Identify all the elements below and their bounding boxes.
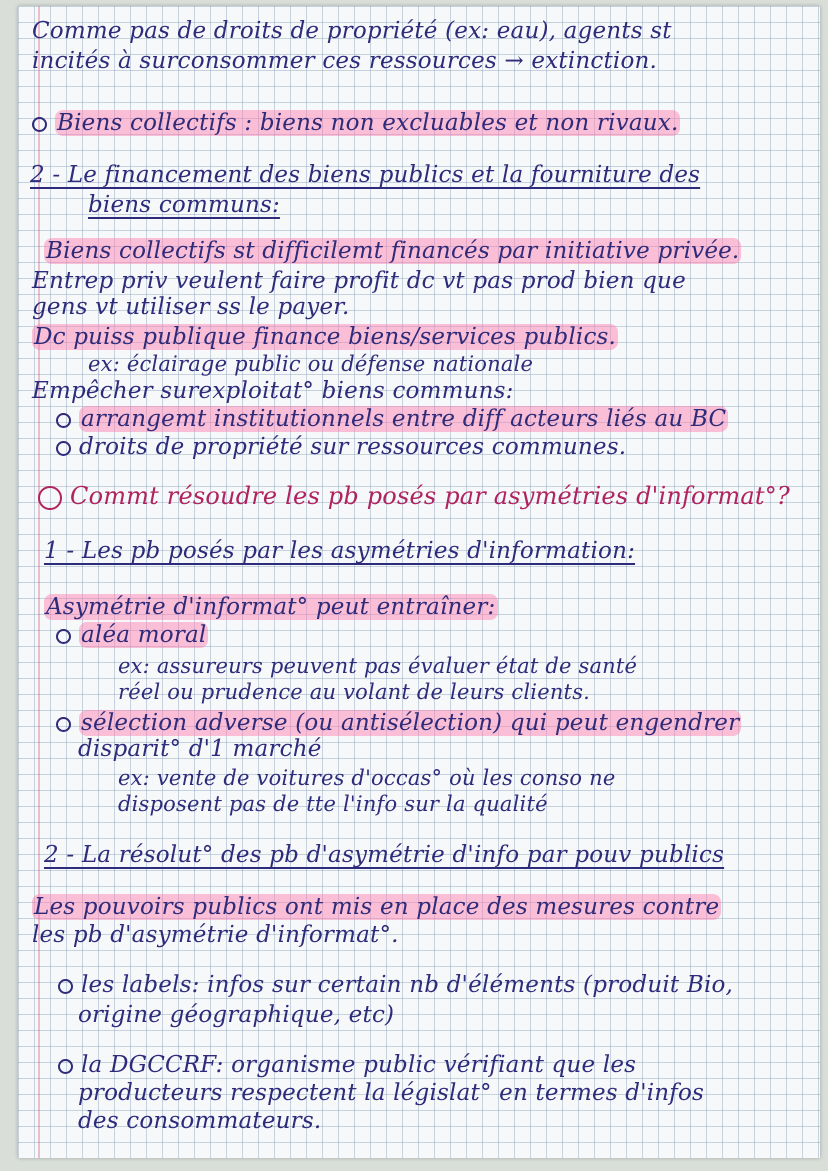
list-item: la DGCCRF: organisme public vérifiant que les — [58, 1052, 636, 1078]
list-item: aléa moral — [56, 622, 208, 648]
text-line: gens vt utiliser ss le payer. — [32, 294, 350, 320]
example-line: ex: vente de voitures d'occas° où les conso ne — [118, 766, 616, 790]
text-line: Les pouvoirs publics ont mis en place des mesures contre — [34, 894, 720, 920]
bullet-icon — [58, 979, 73, 994]
bullet-icon — [56, 717, 71, 732]
list-item: sélection adverse (ou antisélection) qui peut engendrer — [56, 710, 741, 736]
text-line: incités à surconsommer ces ressources → extinction. — [32, 48, 658, 74]
section-heading: biens communs: — [88, 192, 280, 218]
notebook-page — [18, 6, 820, 1158]
text-line: Entrep priv veulent faire profit dc vt pas prod bien que — [32, 268, 686, 294]
bullet-icon — [56, 629, 71, 644]
definition-line: Biens collectifs : biens non excluables et non rivaux. — [32, 110, 680, 136]
part-title: Commt résoudre les pb posés par asymétries d'informat°? — [38, 482, 790, 510]
list-item: droits de propriété sur ressources communes. — [56, 434, 626, 460]
section-heading: 2 - Le financement des biens publics et la fourniture des — [30, 162, 701, 188]
bullet-icon — [56, 413, 71, 428]
example-line: ex: assureurs peuvent pas évaluer état de santé — [118, 654, 638, 678]
bullet-icon — [56, 441, 71, 456]
circle-bullet-icon — [38, 486, 62, 510]
text-line: Biens collectifs st difficilemt financés par initiative privée. — [46, 238, 740, 264]
text-line: les pb d'asymétrie d'informat°. — [32, 922, 399, 948]
section-heading: 1 - Les pb posés par les asymétries d'information: — [44, 538, 636, 564]
list-item: arrangemt institutionnels entre diff acteurs liés au BC — [56, 406, 728, 432]
example-line: réel ou prudence au volant de leurs clients. — [118, 680, 591, 704]
example-line: disposent pas de tte l'info sur la qualité — [118, 792, 548, 816]
example-line: ex: éclairage public ou défense nationale — [88, 352, 534, 376]
section-heading: 2 - La résolut° des pb d'asymétrie d'info par pouv publics — [44, 842, 725, 868]
text-line: origine géographique, etc) — [78, 1002, 395, 1028]
bullet-icon — [32, 117, 47, 132]
text-line: Comme pas de droits de propriété (ex: eau), agents st — [32, 18, 672, 44]
text-line: producteurs respectent la législat° en termes d'infos — [78, 1080, 705, 1106]
text-line: des consommateurs. — [78, 1108, 322, 1134]
text-line: Asymétrie d'informat° peut entraîner: — [46, 594, 496, 620]
list-item: les labels: infos sur certain nb d'éléments (produit Bio, — [58, 972, 733, 998]
text-line: Empêcher surexploitat° biens communs: — [32, 378, 514, 404]
text-line: disparit° d'1 marché — [78, 736, 322, 762]
bullet-icon — [58, 1059, 73, 1074]
text-line: Dc puiss publique finance biens/services publics. — [34, 324, 617, 350]
